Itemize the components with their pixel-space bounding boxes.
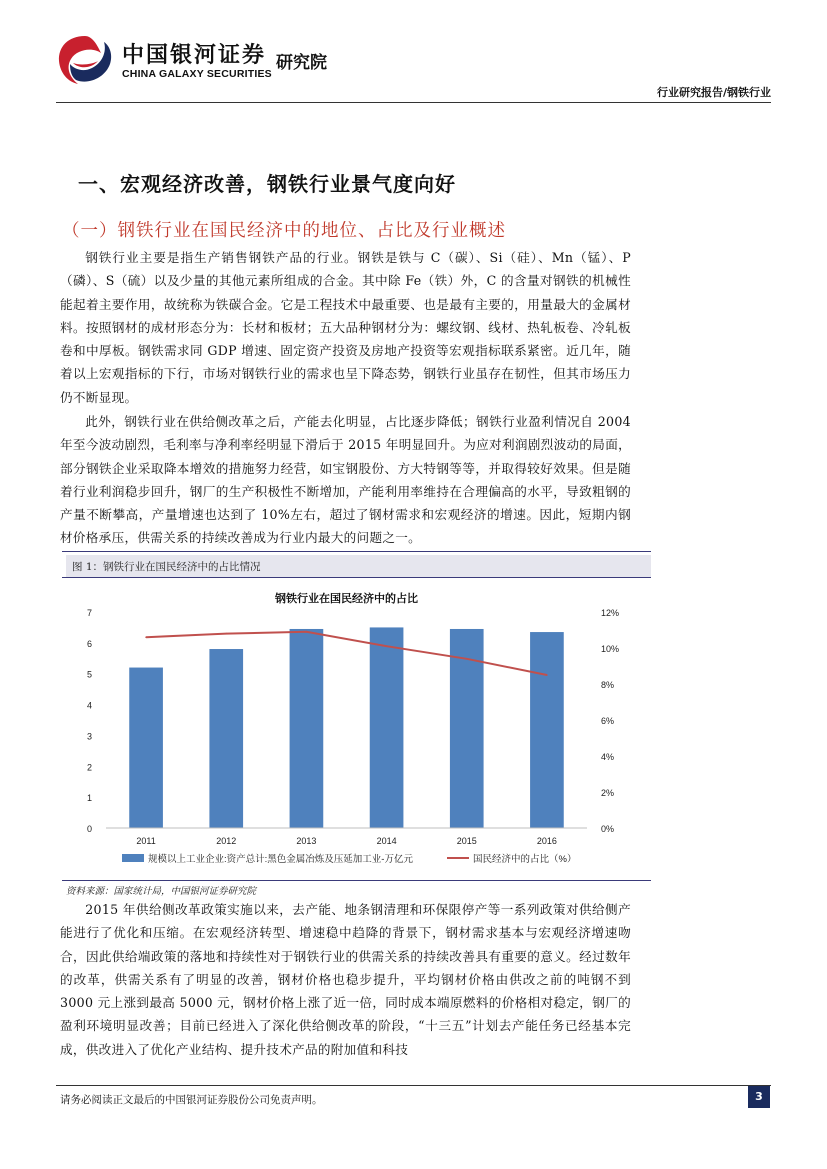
chart-bar bbox=[209, 649, 243, 828]
y-right-tick-label: 12% bbox=[601, 608, 620, 618]
y-left-tick-label: 4 bbox=[86, 700, 92, 711]
chart-line-point bbox=[225, 633, 227, 635]
chart-title: 钢铁行业在国民经济中的占比 bbox=[275, 593, 418, 605]
y-right-tick-label: 0% bbox=[601, 824, 615, 834]
figure-top-rule bbox=[62, 551, 651, 552]
chart-bar bbox=[129, 668, 163, 828]
figure-source-rule bbox=[62, 880, 651, 881]
y-left-tick-label: 3 bbox=[86, 731, 92, 742]
y-right-tick-label: 6% bbox=[601, 716, 615, 726]
chart-line-point bbox=[306, 631, 308, 633]
chart-line-point bbox=[145, 636, 147, 638]
subsection-heading: （一）钢铁行业在国民经济中的地位、占比及行业概述 bbox=[62, 221, 506, 241]
y-right-tick-label: 10% bbox=[601, 644, 620, 654]
footer-disclaimer: 请务必阅读正文最后的中国银河证券股份公司免责声明。 bbox=[60, 1094, 323, 1106]
legend-label-bar: 规模以上工业企业:资产总计:黑色金属冶炼及压延加工业-万亿元 bbox=[148, 854, 413, 865]
chart-series-line bbox=[146, 632, 547, 675]
y-left-tick-label: 6 bbox=[86, 638, 92, 649]
body-paragraph-3: 2015 年供给侧改革政策实施以来，去产能、地条钢清理和环保限停产等一系列政策对供给侧产能进行了优化和压缩。在宏观经济转型、增速稳中趋降的背景下，钢材需求基本与宏观经济增速吻合，因此供给端政策的落地和持续性对于钢铁行业的供需关系的持续改善具有重要的意义。经过数年的改革，供需关系有了明显的改善，钢材价格也稳步提升，平均钢材价格由供改之前的吨钢不到 3000 元上涨到最高 5000 元，钢材价格上涨了近一倍，同时成本端原燃料的价格相对稳定，钢厂的盈利环境明显改善；目前已经进入了深化供给侧改革的阶段，“十三五”计划去产能任务已经基本完成，供改进入了优化产业结构、提升技术产品的附加值和科技 bbox=[60, 902, 631, 1057]
chart-bar bbox=[290, 629, 324, 828]
section-heading: 一、宏观经济改善，钢铁行业景气度向好 bbox=[78, 172, 456, 196]
chart-line-point bbox=[466, 658, 468, 660]
chart-line-point bbox=[386, 645, 388, 647]
y-left-tick-label: 5 bbox=[86, 669, 92, 680]
chart-line-point bbox=[546, 674, 548, 676]
footer-divider bbox=[56, 1085, 771, 1086]
y-left-tick-label: 1 bbox=[86, 793, 92, 804]
y-right-tick-label: 8% bbox=[601, 680, 615, 690]
figure-source: 资料来源：国家统计局，中国银河证券研究院 bbox=[66, 886, 257, 897]
body-paragraph-1: 钢铁行业主要是指生产销售钢铁产品的行业。钢铁是铁与 C（碳）、Si（硅）、Mn（锰）、P（磷）、S（硫）以及少量的其他元素所组成的合金。其中除 Fe（铁）外，C 的含量对钢铁的机械性能起着主要作用，故统称为铁碳合金。它是工程技术中最重要、也是最有主要的，用量最大的金属材料。按照钢材的成材形态分为：长材和板材；五大品种钢材分为：螺纹钢、线材、热轧板卷、冷轧板卷和中厚板。钢铁需求同 GDP 增速、固定资产投资及房地产投资等宏观指标联系紧密。近几年，随着以上宏观指标的下行，市场对钢铁行业的需求也呈下降态势，钢铁行业虽存在韧性，但其市场压力仍不断显现。 bbox=[60, 250, 631, 405]
x-tick-label: 2016 bbox=[536, 836, 557, 846]
x-tick-label: 2013 bbox=[296, 836, 317, 846]
legend-label-line: 国民经济中的占比（%） bbox=[473, 854, 577, 865]
x-tick-label: 2015 bbox=[456, 836, 477, 846]
brand-name-cn: 中国银河证券 bbox=[122, 43, 267, 68]
header-divider bbox=[56, 102, 771, 103]
figure-caption-rule bbox=[62, 577, 651, 578]
figure-caption-bar bbox=[66, 555, 651, 577]
chart-bar bbox=[530, 632, 564, 828]
figure-caption: 图 1：钢铁行业在国民经济中的占比情况 bbox=[72, 561, 261, 573]
page-number: 3 bbox=[748, 1086, 770, 1108]
legend-swatch-bar bbox=[122, 854, 144, 862]
x-tick-label: 2011 bbox=[136, 836, 156, 846]
y-left-tick-label: 0 bbox=[86, 824, 92, 834]
steel-share-chart bbox=[62, 582, 651, 877]
brand-name-en: CHINA GALAXY SECURITIES bbox=[122, 68, 272, 80]
galaxy-logo-icon bbox=[56, 33, 114, 87]
institute-label: 研究院 bbox=[276, 53, 327, 73]
y-right-tick-label: 4% bbox=[601, 752, 615, 762]
y-right-tick-label: 2% bbox=[601, 788, 615, 798]
y-left-tick-label: 2 bbox=[86, 762, 92, 773]
chart-bar bbox=[370, 627, 404, 828]
x-tick-label: 2012 bbox=[216, 836, 237, 846]
y-left-tick-label: 7 bbox=[86, 608, 92, 618]
report-category-tag: 行业研究报告/钢铁行业 bbox=[656, 86, 771, 99]
body-paragraph-2: 此外，钢铁行业在供给侧改革之后，产能去化明显，占比逐步降低；钢铁行业盈利情况自 2004 年至今波动剧烈，毛利率与净利率经明显下滑后于 2015 年明显回升。为应对利润剧烈波动的局面，部分钢铁企业采取降本增效的措施努力经营，如宝钢股份、方大特钢等等，并取得较好效果。但是随着行业利润稳步回升，钢厂的生产积极性不断增加，产能利用率维持在合理偏高的水平，导致粗钢的产量不断攀高，产量增速也达到了 10%左右，超过了钢材需求和宏观经济的增速。因此，短期内钢材价格承压，供需关系的持续改善成为行业内最大的问题之一。 bbox=[60, 414, 631, 546]
x-tick-label: 2014 bbox=[376, 836, 397, 846]
